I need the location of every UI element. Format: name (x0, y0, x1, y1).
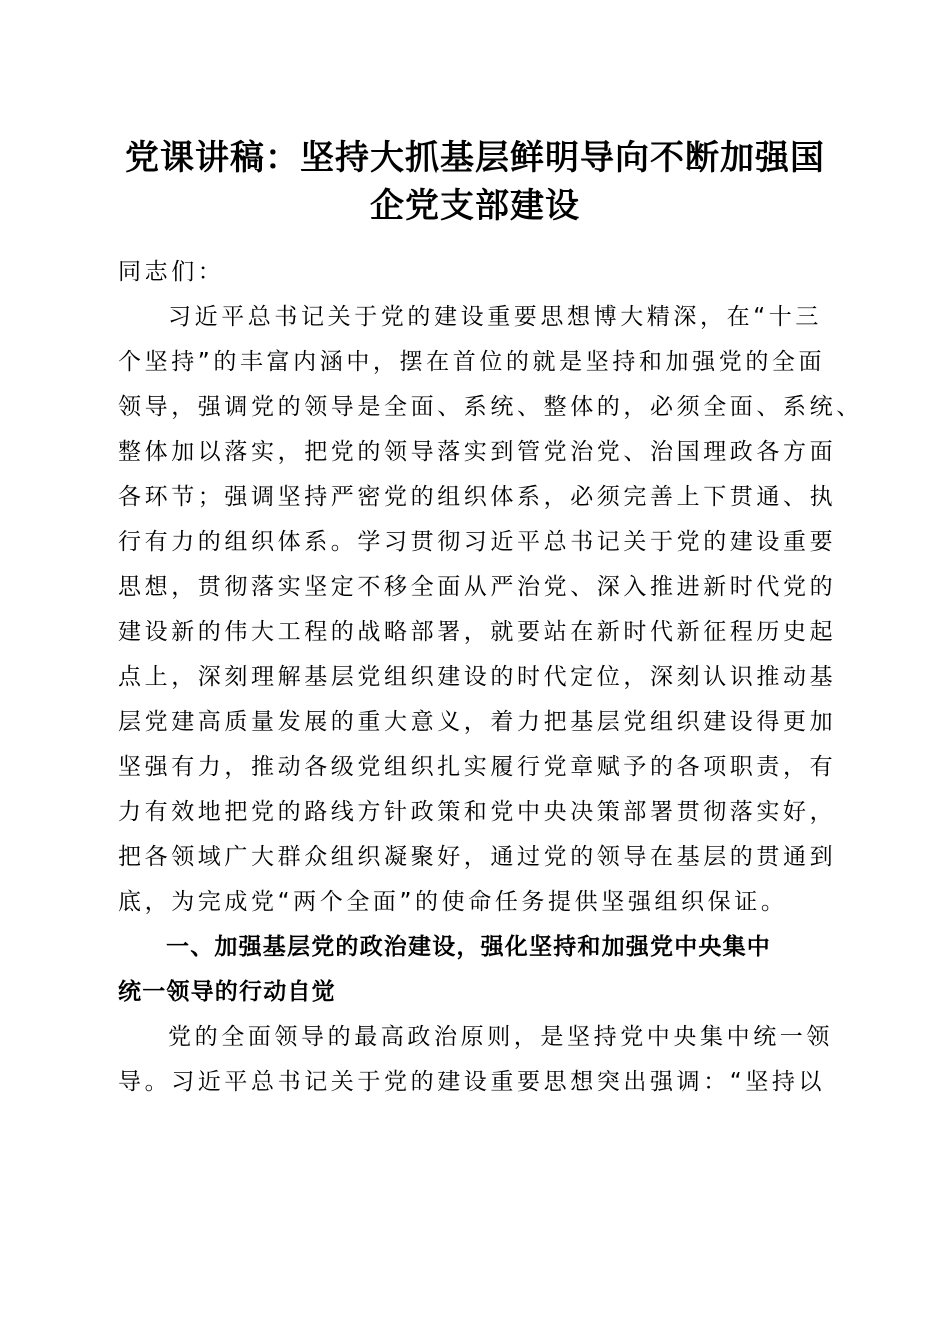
paragraph-1 (118, 295, 863, 925)
salutation-text: 同志们： (118, 259, 225, 285)
paragraph-line: 个坚持”的丰富内涵中，摆在首位的就是坚持和加强党的全面 (118, 349, 826, 375)
document-body (118, 250, 863, 1105)
paragraph-line: 层党建高质量发展的重大意义，着力把基层党组织建设得更加 (118, 709, 837, 735)
section-heading-1 (118, 925, 838, 1015)
document-title (110, 134, 840, 230)
paragraph-line: 点上，深刻理解基层党组织建设的时代定位，深刻认识推动基 (118, 664, 837, 690)
heading-line: 统一领导的行动自觉 (118, 979, 336, 1005)
paragraph-2 (118, 1015, 838, 1105)
paragraph-line: 建设新的伟大工程的战略部署，就要站在新时代新征程历史起 (118, 619, 837, 645)
paragraph-line: 坚强有力，推动各级党组织扎实履行党章赋予的各项职责，有 (118, 754, 837, 780)
paragraph-line: 底，为完成党“两个全面”的使命任务提供坚强组织保证。 (118, 889, 788, 915)
paragraph-line: 整体加以落实，把党的领导落实到管党治党、治国理政各方面 (118, 439, 837, 465)
paragraph-line: 把各领域广大群众组织凝聚好，通过党的领导在基层的贯通到 (118, 844, 837, 870)
title-line: 党课讲稿：坚持大抓基层鲜明导向不断加强国 (125, 138, 825, 178)
paragraph-line: 各环节；强调坚持严密党的组织体系，必须完善上下贯通、执 (118, 484, 837, 510)
salutation (118, 250, 838, 295)
paragraph-line: 思想，贯彻落实坚定不移全面从严治党、深入推进新时代党的 (118, 574, 837, 600)
paragraph-line: 领导，强调党的领导是全面、系统、整体的，必须全面、系统、 (118, 394, 863, 420)
paragraph-line: 行有力的组织体系。学习贯彻习近平总书记关于党的建设重要 (118, 529, 837, 555)
title-line: 企党支部建设 (370, 186, 580, 226)
paragraph-line: 导。习近平总书记关于党的建设重要思想突出强调：“坚持以 (118, 1069, 826, 1095)
heading-line: 一、加强基层党的政治建设，强化坚持和加强党中央集中 (166, 934, 771, 960)
paragraph-line: 党的全面领导的最高政治原则，是坚持党中央集中统一领 (168, 1024, 833, 1050)
paragraph-line: 习近平总书记关于党的建设重要思想博大精深，在“十三 (168, 304, 822, 330)
paragraph-line: 力有效地把党的路线方针政策和党中央决策部署贯彻落实好， (118, 799, 837, 825)
